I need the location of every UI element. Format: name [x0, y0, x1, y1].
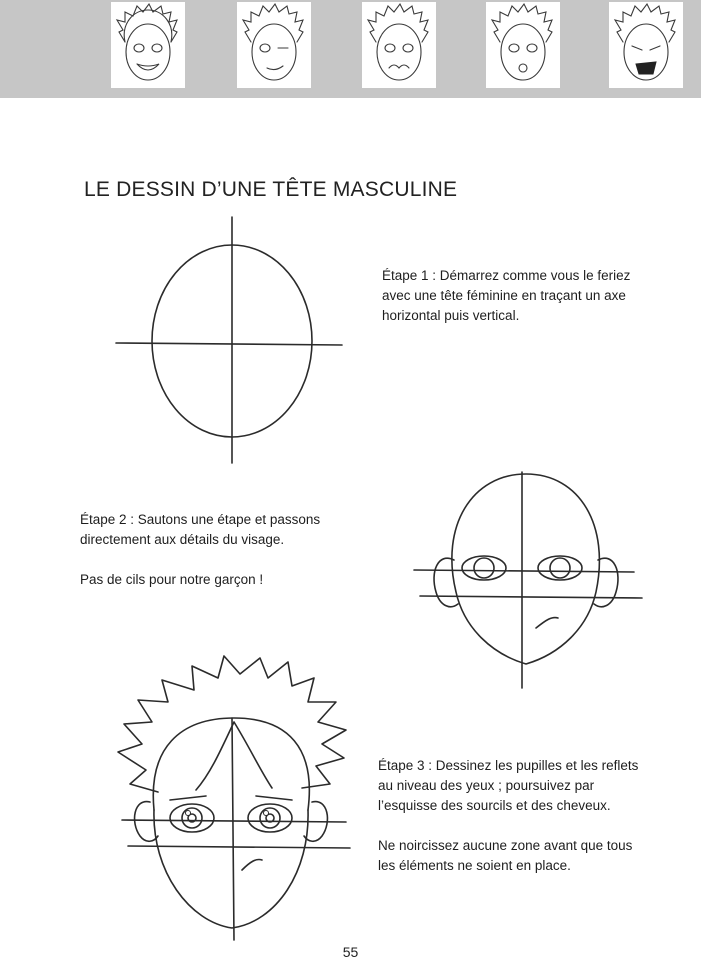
right-eye-highlight — [264, 811, 269, 816]
page-title: LE DESSIN D’UNE TÊTE MASCULINE — [84, 178, 458, 201]
step2-text-block — [80, 510, 362, 590]
thumbnail-surprised-face — [486, 2, 560, 88]
step2-face-details-drawing — [410, 468, 650, 690]
thumbnail-winking-face — [237, 2, 311, 88]
nose-line — [128, 846, 350, 848]
left-eye-highlight — [186, 811, 191, 816]
right-eyebrow — [256, 796, 292, 800]
horizontal-axis — [116, 343, 342, 345]
mouth — [536, 617, 558, 628]
hair-part — [196, 722, 272, 790]
eye-line — [122, 820, 346, 822]
header-banner — [0, 0, 701, 98]
thumbnail-grimacing-face — [362, 2, 436, 88]
vertical-axis — [232, 718, 234, 940]
right-eye — [538, 556, 582, 580]
page-number: 55 — [342, 944, 359, 960]
face-sketch-icon — [609, 2, 683, 88]
left-iris — [182, 808, 202, 828]
step1-instruction: Étape 1 : Démarrez comme vous le feriez avec une tête féminine en traçant un axe horizontal puis vertical. — [382, 268, 631, 323]
thumbnail-smiling-face — [111, 2, 185, 88]
step1-head-outline-drawing — [110, 215, 350, 465]
eye-line — [414, 570, 634, 572]
step2-note: Pas de cils pour notre garçon ! — [80, 572, 264, 587]
face-sketch-icon — [486, 2, 560, 88]
face-sketch-icon — [237, 2, 311, 88]
right-iris — [550, 558, 570, 578]
nose-line — [420, 596, 642, 598]
face-sketch-icon — [362, 2, 436, 88]
left-eyebrow — [170, 796, 206, 800]
step3-text-block — [378, 756, 644, 876]
left-iris — [474, 558, 494, 578]
thumbnail-shouting-face — [609, 2, 683, 88]
step1-text-block — [382, 266, 642, 326]
face-sketch-icon — [111, 2, 185, 88]
step3-note: Ne noircissez aucune zone avant que tous les éléments ne soient en place. — [378, 838, 633, 873]
step2-instruction: Étape 2 : Sautons une étape et passons directement aux détails du visage. — [80, 512, 321, 547]
step3-hair-and-eyes-drawing — [110, 652, 360, 942]
right-iris — [260, 808, 280, 828]
step3-instruction: Étape 3 : Dessinez les pupilles et les reflets au niveau des yeux ; poursuivez par l’esquisse des sourcils et des cheveux. — [378, 758, 639, 813]
mouth — [242, 859, 262, 870]
forehead-outline — [153, 718, 309, 810]
left-eye — [462, 556, 506, 580]
